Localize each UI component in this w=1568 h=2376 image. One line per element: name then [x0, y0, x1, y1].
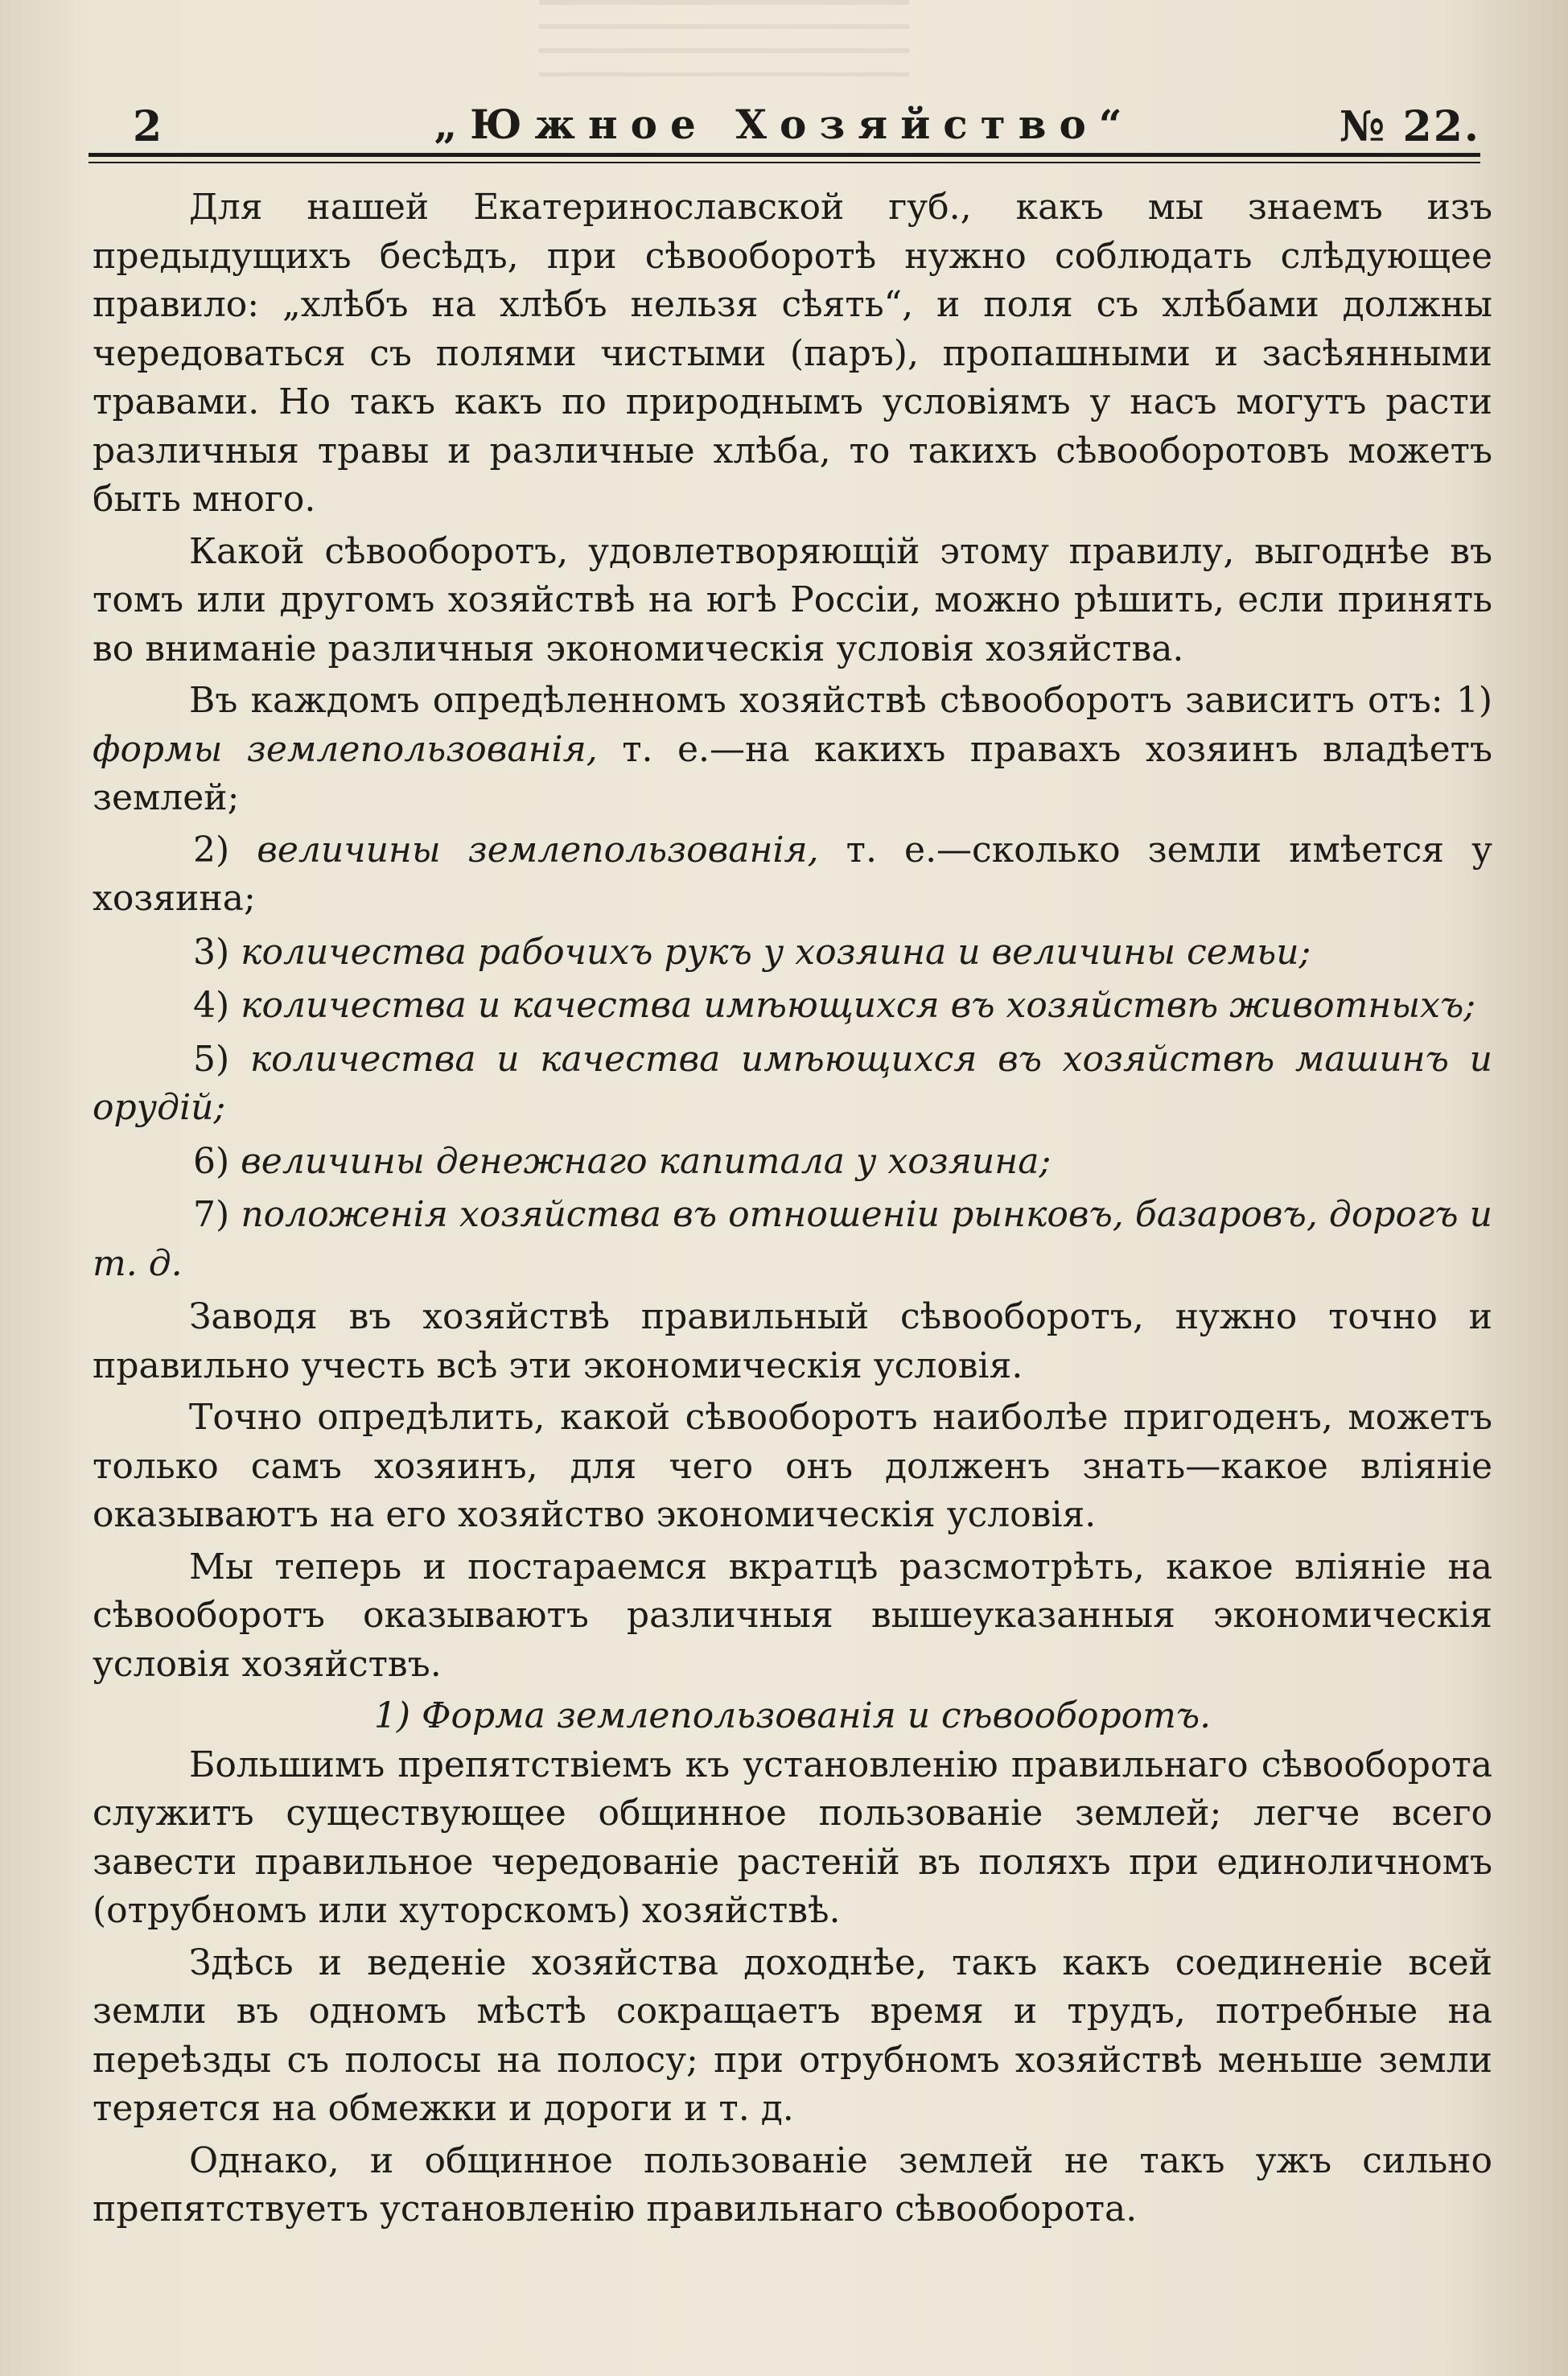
italic-term: количества рабочихъ рукъ у хозяина и величины семьи; [241, 931, 1311, 973]
paragraph: Здѣсь и веденіе хозяйства доходнѣе, такъ какъ соединеніе всей земли въ одномъ мѣстѣ сокращаетъ время и трудъ, потребные на переѣзды съ полосы на полосу; при отрубномъ хозяйствѣ меньше земли теряется на обмежки и дороги и т. д. [93, 1942, 1492, 2129]
italic-term: формы землепользованія, [93, 728, 598, 770]
italic-term: величины денежнаго капитала у хозяина; [241, 1140, 1052, 1182]
paragraph: Мы теперь и постараемся вкратцѣ разсмотрѣть, какое вліяніе на сѣвооборотъ оказываютъ различныя вышеуказанныя экономическія условія хозяйствъ. [93, 1546, 1492, 1685]
condition-item [93, 826, 1492, 924]
section-heading: 1) Форма землепользованія и сѣвооборотъ. [373, 1695, 1212, 1736]
condition-item [93, 982, 1492, 1031]
running-header [88, 84, 1480, 157]
paragraph: Точно опредѣлить, какой сѣвооборотъ наиболѣе пригоденъ, можетъ только самъ хозяинъ, для чего онъ долженъ знать—какое вліяніе оказываютъ на его хозяйство экономическія условія. [93, 1397, 1492, 1535]
condition-item [93, 1191, 1492, 1288]
issue-number: № 22. [1339, 102, 1480, 151]
item-text: т. е.—сколько земли имѣется у хозяина; [93, 829, 1492, 919]
paragraph: Какой сѣвооборотъ, удовлетворяющій этому правилу, выгоднѣе въ томъ или другомъ хозяйствѣ на югѣ Россіи, можно рѣшить, если принять во вниманіе различныя экономическія условія хозяйства. [93, 530, 1492, 669]
paragraph-text: т. е.—на какихъ правахъ хозяинъ владѣетъ землей; [93, 728, 1492, 818]
item-number: 4) [193, 985, 230, 1026]
condition-item [93, 1036, 1492, 1133]
item-number: 7) [193, 1194, 230, 1235]
paragraph: Большимъ препятствіемъ къ установленію правильнаго сѣвооборота служитъ существующее общинное пользованіе землей; легче всего завести правильное чередованіе растеній въ поляхъ при единоличномъ (отрубномъ или хуторскомъ) хозяйствѣ. [93, 1744, 1492, 1931]
item-number: 2) [193, 829, 230, 871]
paragraph [93, 677, 1492, 823]
item-number: 5) [193, 1038, 230, 1080]
article-body [93, 183, 1492, 2238]
condition-item [93, 1138, 1492, 1187]
italic-term: величины землепользованія, [257, 829, 819, 871]
item-number: 3) [193, 931, 230, 973]
paragraph: Однако, и общинное пользованіе землей не такъ ужъ сильно препятствуетъ установленію правильнаго сѣвооборота. [93, 2139, 1492, 2230]
paragraph: Для нашей Екатеринославской губ., какъ мы знаемъ изъ предыдущихъ бесѣдъ, при сѣвооборотѣ нужно соблюдать слѣдующее правило: „хлѣбъ на хлѣбъ нельзя сѣять“, и поля съ хлѣбами должны чередоваться съ полями чистыми (паръ), пропашными и засѣянными травами. Но такъ какъ по природнымъ условіямъ у насъ могутъ расти различныя травы и различные хлѣба, то такихъ сѣвооборотовъ можетъ быть много. [93, 187, 1492, 520]
header-rule-thick [88, 153, 1480, 157]
page-number: 2 [133, 102, 163, 151]
paragraph-text: Въ каждомъ опредѣленномъ хозяйствѣ сѣвооборотъ зависитъ отъ: 1) [189, 680, 1492, 721]
condition-item [93, 929, 1492, 978]
italic-term: положенія хозяйства въ отношеніи рынковъ, базаровъ, дорогъ и т. д. [93, 1194, 1492, 1284]
paragraph: Заводя въ хозяйствѣ правильный сѣвооборотъ, нужно точно и правильно учесть всѣ эти экономическія условія. [93, 1296, 1492, 1386]
header-rule-thin [88, 162, 1480, 163]
item-number: 6) [193, 1140, 230, 1182]
show-through-area [539, 0, 909, 76]
journal-title: „Южное Хозяйство“ [434, 101, 1135, 148]
italic-term: количества и качества имѣющихся въ хозяйствѣ животныхъ; [241, 985, 1476, 1026]
italic-term: количества и качества имѣющихся въ хозяйствѣ машинъ и орудій; [93, 1038, 1492, 1128]
